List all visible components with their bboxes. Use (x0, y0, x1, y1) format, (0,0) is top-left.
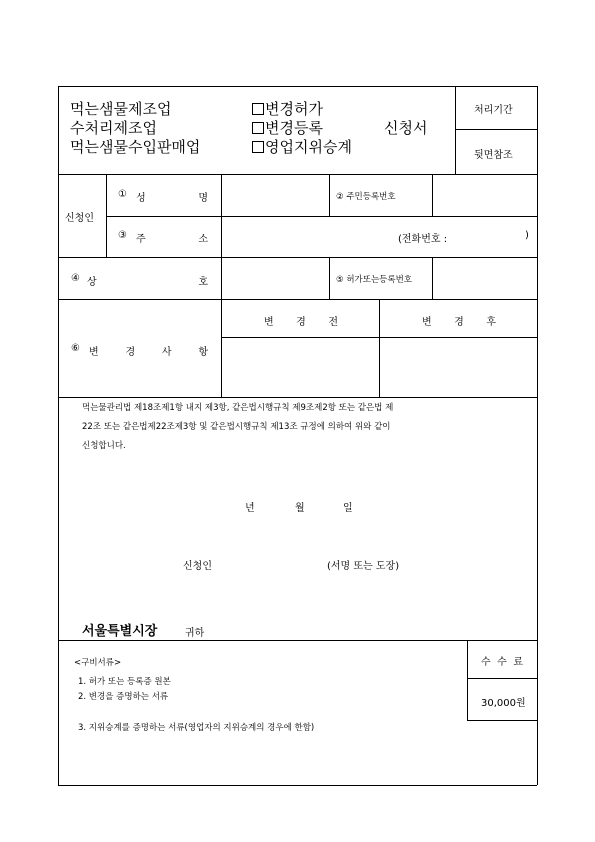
statement-line: 신청합니다. (82, 441, 126, 451)
changes-label (89, 343, 208, 358)
documents-top (58, 640, 537, 641)
label-char: 변 (422, 317, 432, 328)
application-option-change-permit[interactable] (252, 100, 352, 119)
resident-number-label: ② 주민등록번호 (336, 192, 396, 202)
label-char: 주 (136, 234, 146, 245)
checkbox[interactable] (252, 122, 264, 134)
business-type: 수처리제조업 (70, 119, 157, 137)
date-day: 일 (343, 503, 353, 514)
recipient-suffix: 귀하 (185, 628, 205, 639)
resident-number-field[interactable] (433, 175, 536, 215)
application-option-label: 영업지위승계 (265, 138, 352, 156)
application-type-list (252, 100, 352, 157)
label-char: 수 (481, 657, 491, 668)
trade-row-bottom (58, 299, 537, 300)
label-char: 명 (198, 193, 208, 204)
label-char: 상 (87, 277, 97, 288)
date-year: 년 (245, 503, 255, 514)
processing-period-value: 뒷면참조 (474, 150, 513, 161)
changes-num: ⑥ (71, 343, 80, 354)
address-field[interactable] (222, 217, 536, 256)
checkbox[interactable] (252, 141, 264, 153)
label-char: 후 (486, 317, 496, 328)
label-char: 항 (198, 347, 208, 358)
label-char: 전 (328, 317, 338, 328)
signature-note: (서명 또는 도장) (327, 561, 400, 572)
label-char: 수 (497, 657, 507, 668)
fee-value: 30,000원 (481, 698, 526, 709)
label-char: 성 (136, 193, 146, 204)
label-char: 사 (161, 347, 172, 358)
application-option-succession[interactable] (252, 138, 352, 157)
label-char: 경 (296, 317, 306, 328)
name-num: ① (118, 189, 127, 200)
border-top (58, 86, 537, 87)
before-change-field[interactable] (222, 338, 378, 396)
permit-number-label: ⑤ 허가또는등록번호 (336, 275, 413, 285)
applicant-section-label: 신청인 (65, 213, 94, 224)
fee-label (481, 653, 523, 668)
address-num: ③ (118, 230, 127, 241)
document-item: 3. 지위승계를 증명하는 서류(영업자의 지위승계의 경우에 한함) (78, 723, 315, 733)
processing-period-label: 처리기간 (474, 105, 513, 116)
label-char: 변 (89, 347, 99, 358)
after-change-field[interactable] (380, 338, 536, 396)
statement-line: 먹는물관리법 제18조제1항 내지 제3항, 같은법시행규칙 제9조제2항 또는 같은법 제 (82, 403, 394, 413)
border-left (58, 86, 59, 785)
document-item: 2. 변경을 증명하는 서류 (78, 692, 169, 702)
label-char: 경 (125, 347, 136, 358)
header-divider (455, 86, 456, 174)
header-mid-line (455, 129, 537, 130)
trade-name-field[interactable] (222, 258, 328, 298)
documents-header: <구비서류> (74, 658, 122, 668)
resident-label-left (329, 174, 330, 216)
name-field[interactable] (222, 175, 328, 215)
label-char: 소 (198, 234, 208, 245)
name-label (136, 189, 208, 204)
application-option-change-registration[interactable] (252, 119, 352, 138)
recipient: 서울특별시장 (82, 624, 158, 639)
border-right (537, 86, 538, 785)
statement-line: 22조 또는 같은법제22조제3항 및 같은법시행규칙 제13조 규정에 의하여 위와 같이 (82, 422, 391, 432)
label-char: 호 (198, 277, 208, 288)
changes-bottom (58, 397, 537, 398)
application-option-label: 변경허가 (265, 100, 323, 118)
business-type: 먹는샘물제조업 (70, 100, 172, 118)
business-type-list (70, 100, 200, 157)
permit-label-left (329, 257, 330, 299)
checkbox[interactable] (252, 103, 264, 115)
after-change-header (422, 313, 496, 328)
fee-mid-line (467, 678, 537, 679)
fee-col-line (467, 640, 468, 720)
trade-name-num: ④ (71, 273, 80, 284)
label-char: 경 (454, 317, 464, 328)
form-title: 신청서 (384, 119, 428, 137)
before-change-header (264, 313, 338, 328)
permit-number-field[interactable] (433, 258, 536, 298)
date-month: 월 (295, 503, 305, 514)
phone-label: (전화번호 : (398, 234, 448, 245)
document-item: 1. 허가 또는 등록증 원본 (78, 677, 171, 687)
address-label (136, 230, 208, 245)
application-option-label: 변경등록 (265, 119, 323, 137)
business-type: 먹는샘물수입판매업 (70, 138, 201, 156)
fee-bottom-line (467, 720, 537, 721)
border-bottom (58, 785, 537, 786)
trade-name-label (87, 273, 208, 288)
label-char: 료 (513, 657, 523, 668)
phone-close: ) (525, 230, 529, 241)
signature-applicant-label: 신청인 (183, 561, 212, 572)
label-char: 변 (264, 317, 274, 328)
